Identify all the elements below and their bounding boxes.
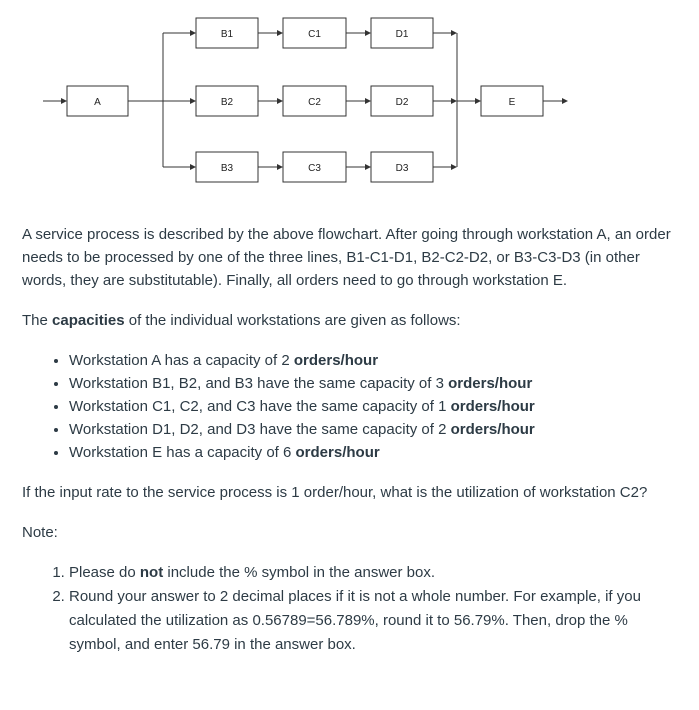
note-list	[22, 561, 672, 657]
note-item-1	[69, 561, 672, 585]
capacity-item-a	[69, 349, 672, 372]
note1-bold: not	[139, 564, 164, 581]
capacity-item-d	[69, 418, 672, 441]
capacity-item-unit: orders/hour	[450, 421, 535, 438]
station-d3-label: D3	[395, 163, 409, 174]
capacity-item-e	[69, 441, 672, 464]
capacities-post: of the individual workstations are given as follows:	[124, 312, 461, 329]
capacity-list	[22, 349, 672, 464]
capacities-paragraph	[22, 309, 672, 332]
station-b2-label: B2	[220, 97, 234, 108]
note2-text: Round your answer to 2 decimal places if it is not a whole number. For example, if you calculated the utilization as 0.56789=56.789%, round it to 56.79%. Then, drop the % symbol, and enter 56.79 in the answer box.	[69, 588, 641, 653]
station-c1-label: C1	[308, 29, 321, 40]
capacities-bold: capacities	[52, 312, 125, 329]
capacity-item-c	[69, 395, 672, 418]
station-c2-label: C2	[308, 97, 321, 108]
capacity-item-unit: orders/hour	[450, 398, 535, 415]
capacity-item-unit: orders/hour	[293, 352, 379, 369]
process-flowchart	[0, 0, 699, 200]
note-heading: Note:	[22, 524, 58, 541]
station-b3-label: B3	[220, 163, 234, 174]
station-c3-label: C3	[308, 163, 321, 174]
station-d1-label: D1	[395, 29, 409, 40]
note-item-2	[69, 585, 672, 657]
note1-post: include the % symbol in the answer box.	[163, 564, 436, 581]
station-a-label: A	[94, 97, 101, 108]
station-b1-label: B1	[220, 29, 234, 40]
capacity-item-text: Workstation B1, B2, and B3 have the same capacity of 3	[69, 375, 449, 392]
question-paragraph: If the input rate to the service process is 1 order/hour, what is the utilization of workstation C2?	[22, 484, 648, 501]
station-e-label: E	[508, 97, 516, 108]
intro-paragraph: A service process is described by the above flowchart. After going through workstation A, an order needs to be processed by one of the three lines, B1-C1-D1, B2-C2-D2, or B3-C3-D3 (in other words, they are substitutable). Finally, all orders need to go through workstation E.	[22, 226, 671, 289]
capacity-item-b	[69, 372, 672, 395]
capacity-item-unit: orders/hour	[295, 444, 380, 461]
note1-pre: Please do	[69, 564, 140, 581]
capacity-item-unit: orders/hour	[448, 375, 533, 392]
capacity-item-text: Workstation C1, C2, and C3 have the same capacity of 1	[69, 398, 451, 415]
question-body	[22, 223, 672, 657]
capacity-item-text: Workstation A has a capacity of 2	[69, 352, 294, 369]
capacities-pre: The	[22, 312, 53, 329]
station-d2-label: D2	[395, 97, 409, 108]
capacity-item-text: Workstation E has a capacity of 6	[69, 444, 296, 461]
capacity-item-text: Workstation D1, D2, and D3 have the same capacity of 2	[69, 421, 451, 438]
